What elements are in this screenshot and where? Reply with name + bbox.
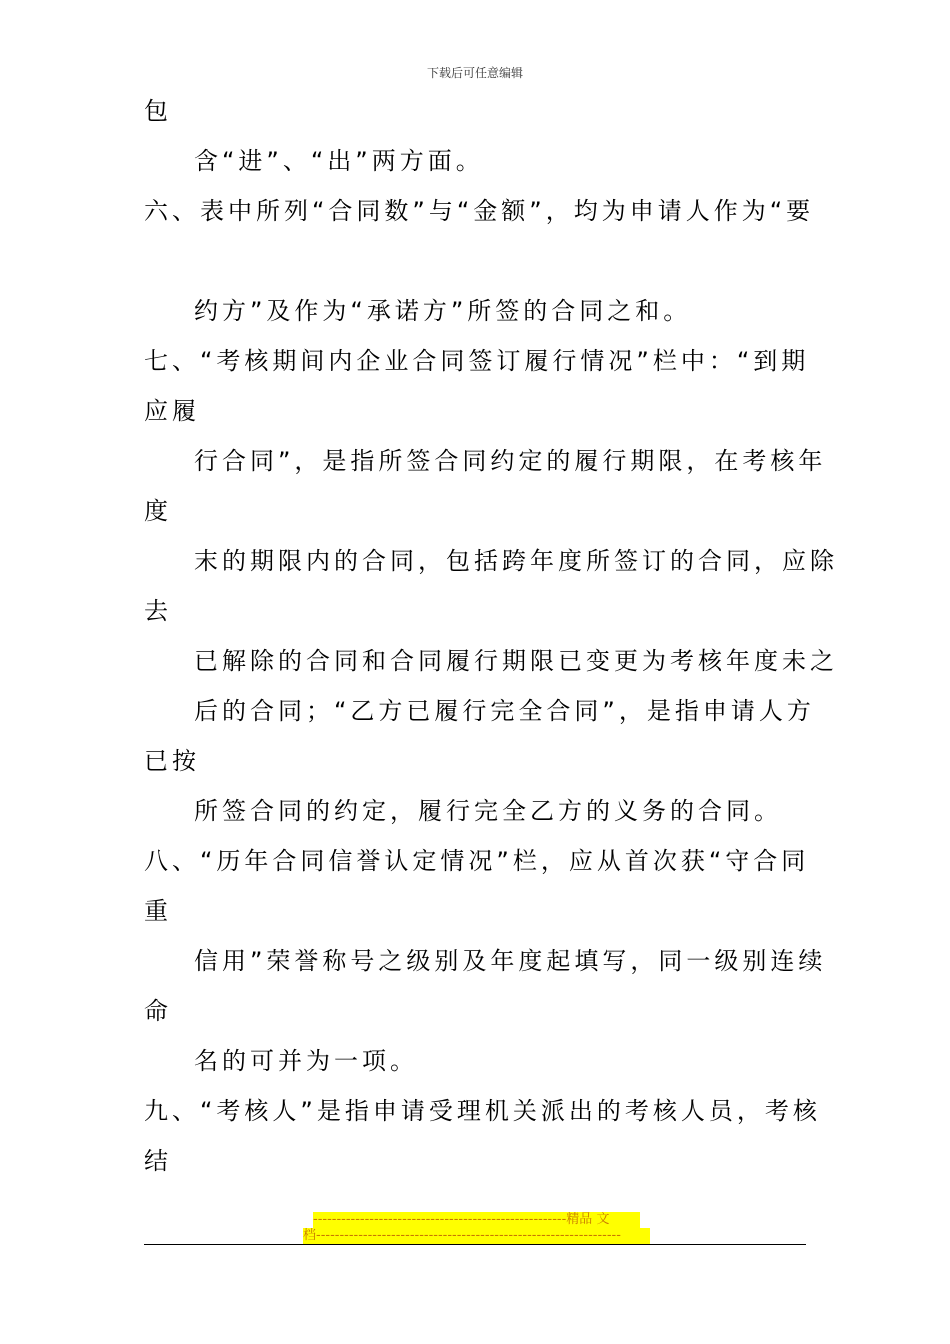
body-line: 行合同”，是指所签合同约定的履行期限，在考核年 (194, 447, 827, 475)
body-line: 重 (144, 897, 172, 925)
body-line: 已按 (144, 747, 200, 775)
footer-watermark-line2: 档----------------------------------------------------------------- (303, 1228, 650, 1244)
body-line: 去 (144, 597, 172, 625)
body-line: 九、“考核人”是指申请受理机关派出的考核人员，考核 (144, 1097, 821, 1125)
body-line: 命 (144, 997, 172, 1025)
body-line: 所签合同的约定，履行完全乙方的义务的合同。 (194, 797, 782, 825)
body-line: 名的可并为一项。 (194, 1047, 418, 1075)
footer-divider (144, 1244, 806, 1245)
page-header: 下载后可任意编辑 (426, 66, 523, 80)
body-line: 末的期限内的合同，包括跨年度所签订的合同，应除 (194, 547, 838, 575)
body-line: 信用”荣誉称号之级别及年度起填写，同一级别连续 (194, 947, 827, 975)
body-line: 八、“历年合同信誉认定情况”栏，应从首次获“守合同 (144, 847, 810, 875)
body-line: 后的合同；“乙方已履行完全合同”，是指申请人方 (194, 697, 815, 725)
body-line: 结 (144, 1147, 172, 1175)
body-line: 已解除的合同和合同履行期限已变更为考核年度未之 (194, 647, 838, 675)
body-line: 包 (144, 97, 172, 125)
body-line: 应履 (144, 397, 200, 425)
body-line: 七、“考核期间内企业合同签订履行情况”栏中：“到期 (144, 347, 810, 375)
footer-watermark-line1: ------------------------------------------------------精品 文 (313, 1212, 640, 1228)
body-line: 度 (144, 497, 172, 525)
body-line: 六、表中所列“合同数”与“金额”，均为申请人作为“要 (144, 197, 815, 225)
body-line: 含“进”、“出”两方面。 (194, 147, 484, 175)
body-line: 约方”及作为“承诺方”所签的合同之和。 (194, 297, 692, 325)
